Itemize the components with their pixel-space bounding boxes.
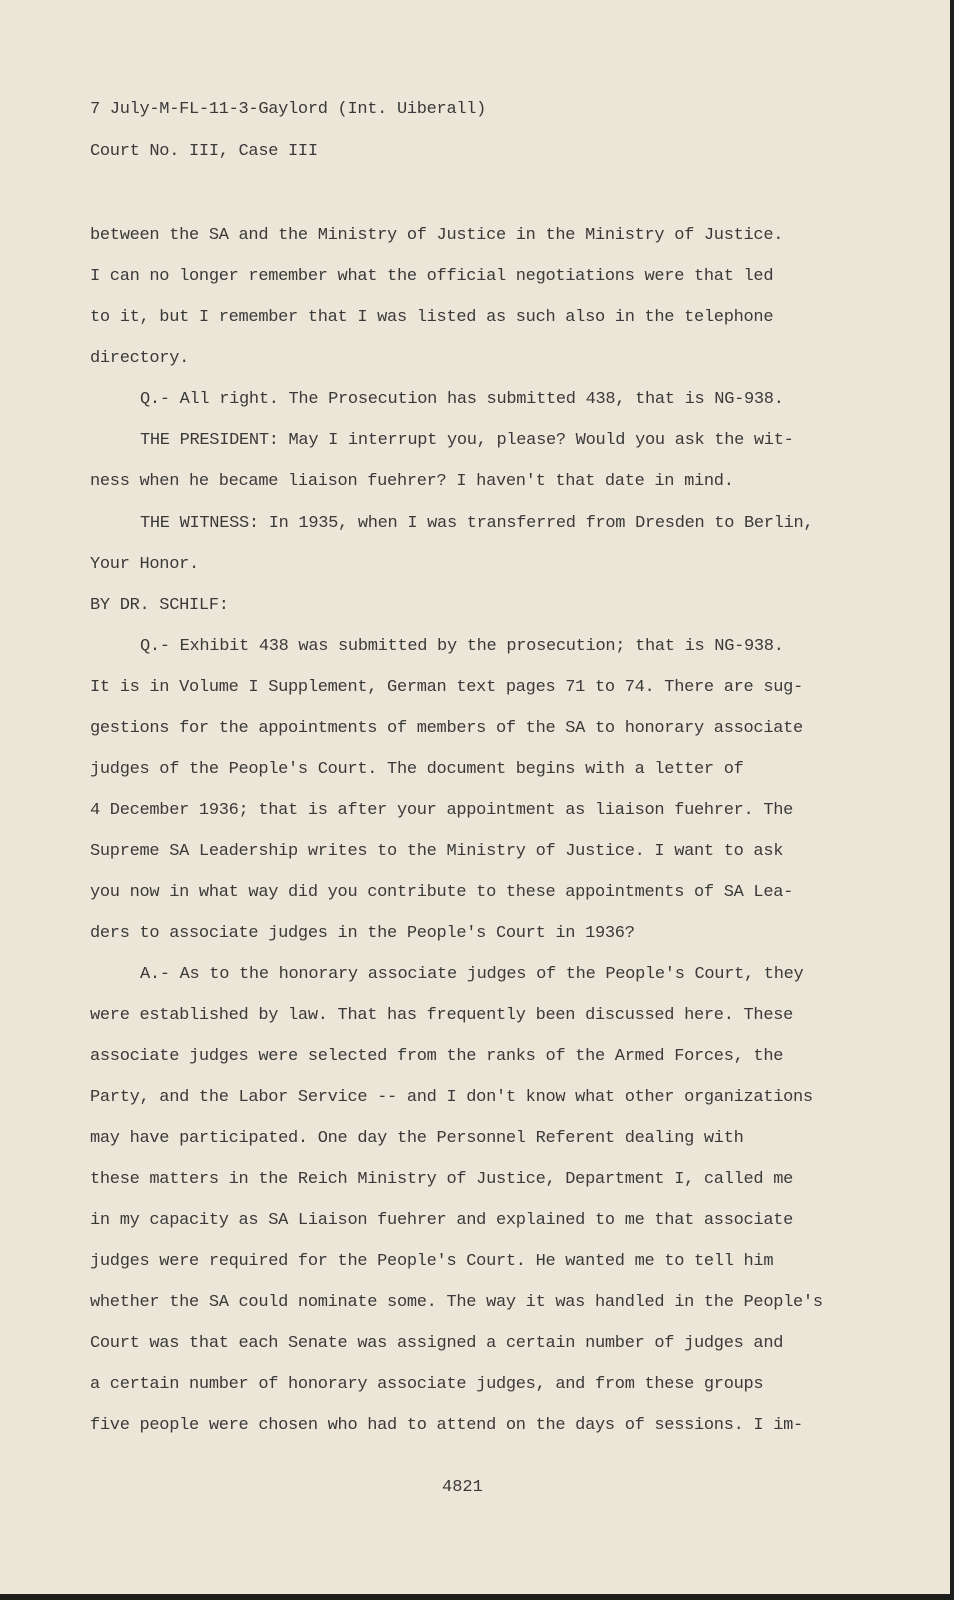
text-line: Q.- Exhibit 438 was submitted by the prosecution; that is NG-938. [140, 637, 784, 656]
text-line: between the SA and the Ministry of Justice in the Ministry of Justice. [90, 226, 784, 245]
text-line: judges were required for the People's Court. He wanted me to tell him [90, 1252, 774, 1271]
text-line: a certain number of honorary associate judges, and from these groups [90, 1375, 764, 1394]
text-line: directory. [90, 349, 190, 368]
text-line: you now in what way did you contribute to these appointments of SA Lea- [90, 883, 794, 902]
text-line: It is in Volume I Supplement, German text pages 71 to 74. There are sug- [90, 678, 803, 697]
text-line: five people were chosen who had to attend on the days of sessions. I im- [90, 1416, 803, 1435]
text-line: BY DR. SCHILF: [90, 596, 229, 615]
text-line: 4 December 1936; that is after your appointment as liaison fuehrer. The [90, 801, 794, 820]
text-line: THE WITNESS: In 1935, when I was transferred from Dresden to Berlin, [140, 514, 814, 533]
text-line: whether the SA could nominate some. The way it was handled in the People's [90, 1293, 823, 1312]
text-line: these matters in the Reich Ministry of Justice, Department I, called me [90, 1170, 794, 1189]
text-line: judges of the People's Court. The document begins with a letter of [90, 760, 744, 779]
text-line: gestions for the appointments of members of the SA to honorary associate [90, 719, 803, 738]
text-line: A.- As to the honorary associate judges of the People's Court, they [140, 965, 804, 984]
text-line: in my capacity as SA Liaison fuehrer and explained to me that associate [90, 1211, 794, 1230]
header-slug: 7 July-M-FL-11-3-Gaylord (Int. Uiberall) [90, 100, 487, 119]
page-number: 4821 [442, 1478, 483, 1497]
text-line: Court was that each Senate was assigned a certain number of judges and [90, 1334, 784, 1353]
text-line: may have participated. One day the Personnel Referent dealing with [90, 1129, 744, 1148]
text-line: associate judges were selected from the ranks of the Armed Forces, the [90, 1047, 784, 1066]
text-line: Party, and the Labor Service -- and I don't know what other organizations [90, 1088, 813, 1107]
text-line: THE PRESIDENT: May I interrupt you, please? Would you ask the wit- [140, 431, 794, 450]
header-court: Court No. III, Case III [90, 142, 318, 161]
text-line: I can no longer remember what the official negotiations were that led [90, 267, 774, 286]
text-line: ness when he became liaison fuehrer? I haven't that date in mind. [90, 472, 734, 491]
text-line: Supreme SA Leadership writes to the Ministry of Justice. I want to ask [90, 842, 784, 861]
text-line: to it, but I remember that I was listed as such also in the telephone [90, 308, 774, 327]
text-line: Q.- All right. The Prosecution has submitted 438, that is NG-938. [140, 390, 784, 409]
text-line: ders to associate judges in the People's Court in 1936? [90, 924, 635, 943]
text-line: were established by law. That has frequently been discussed here. These [90, 1006, 794, 1025]
text-line: Your Honor. [90, 555, 199, 574]
